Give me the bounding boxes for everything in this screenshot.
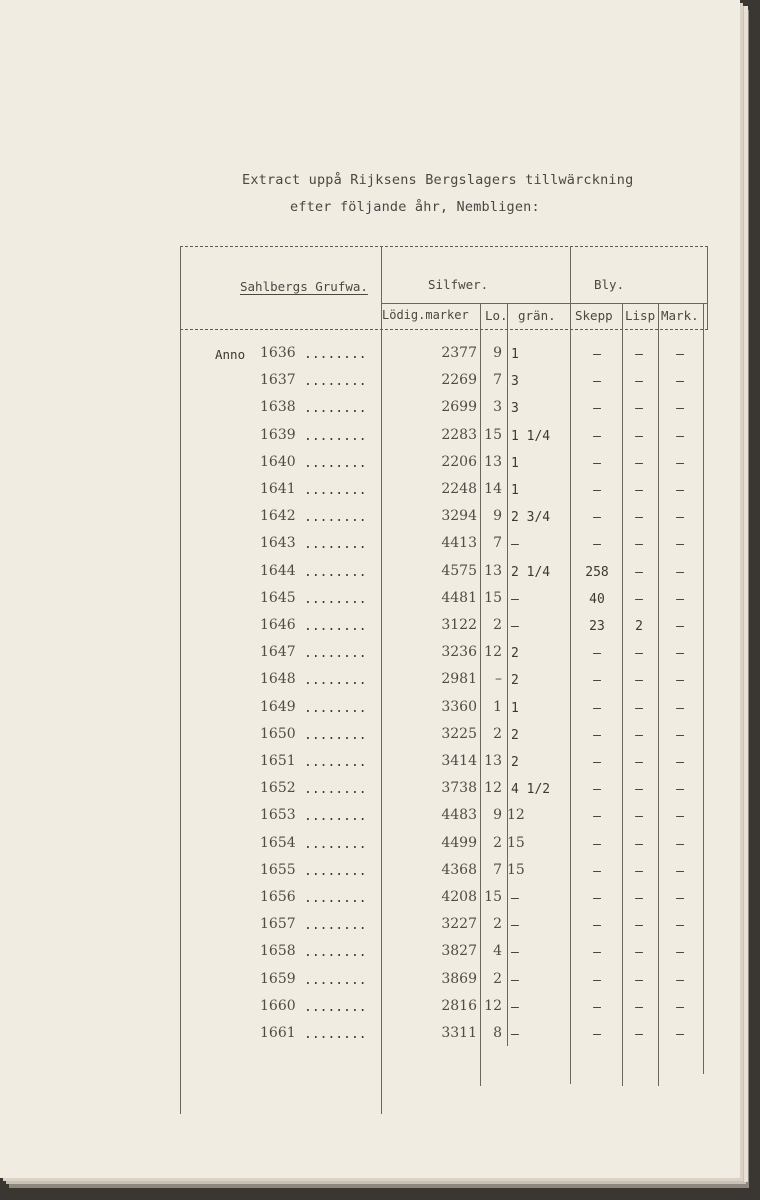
gran-cell: 4 1/2	[511, 782, 551, 798]
lo-cell: 15	[484, 426, 502, 443]
leader-dots: ........	[304, 564, 367, 580]
lisp-cell: –	[635, 401, 643, 417]
lisp-cell: –	[635, 999, 643, 1015]
leader-dots: ........	[304, 455, 367, 471]
lisp-cell: –	[635, 673, 643, 689]
gran-cell: –	[511, 591, 519, 607]
mark-cell: –	[676, 646, 684, 662]
gran-cell: 1 1/4	[511, 428, 551, 444]
leader-dots: ........	[304, 591, 367, 607]
year-cell: 1655	[260, 861, 296, 878]
mark-cell: –	[676, 347, 684, 362]
lisp-cell: –	[635, 918, 643, 934]
leader-dots: ........	[304, 673, 367, 689]
year-cell: 1658	[260, 943, 296, 960]
marker-cell: 3236	[441, 644, 477, 661]
year-cell: 1636	[260, 345, 296, 361]
marker-cell: 2699	[441, 399, 477, 416]
lisp-cell: –	[635, 700, 643, 716]
gran-cell: 1	[511, 347, 519, 362]
lisp-cell: –	[635, 428, 643, 444]
lo-cell: 3	[493, 399, 502, 416]
column-header-skepp: Skepp	[575, 308, 613, 323]
lisp-cell: –	[635, 374, 643, 390]
skepp-cell: –	[593, 727, 601, 743]
lo-cell: 2	[493, 834, 502, 851]
skepp-cell: –	[593, 863, 601, 879]
lo-cell: 9	[493, 345, 502, 361]
mark-cell: —	[676, 863, 684, 879]
year-cell: 1641	[260, 481, 296, 497]
lo-cell: 13	[484, 753, 502, 769]
marker-cell: 4413	[441, 535, 477, 552]
leader-dots: ........	[304, 999, 367, 1015]
gran-cell: 2	[511, 646, 519, 662]
lisp-cell: –	[635, 455, 643, 471]
lisp-cell: –	[635, 891, 643, 906]
lisp-cell: 2	[635, 619, 643, 634]
marker-cell: 2269	[441, 372, 477, 389]
lo-cell: 7	[493, 861, 502, 878]
gran-cell: 3	[511, 401, 519, 417]
title-line-2: efter följande åhr, Nembligen:	[290, 199, 540, 215]
title-line-1: Extract uppå Rijksens Bergslagers tillwärckning	[242, 172, 634, 188]
year-cell: 1650	[260, 725, 296, 742]
year-cell: 1640	[260, 453, 296, 470]
lisp-cell: –	[635, 347, 643, 362]
column-header-lisp: Lisp	[625, 308, 656, 323]
skepp-cell: –	[593, 374, 601, 390]
skepp-cell: –	[593, 945, 601, 961]
lo-cell: 9	[493, 807, 502, 824]
year-cell: 1652	[260, 780, 296, 797]
lo-cell: –	[495, 671, 502, 688]
gran-cell: 15	[507, 861, 525, 878]
marker-cell: 4208	[441, 889, 477, 905]
gran-cell: –	[511, 999, 519, 1015]
lisp-cell: –	[635, 537, 643, 553]
skepp-cell: –	[593, 510, 601, 526]
lisp-cell: –	[635, 945, 643, 961]
leader-dots: ........	[304, 1027, 367, 1042]
mark-cell: –	[676, 891, 684, 906]
year-cell: 1644	[260, 562, 296, 579]
mark-cell: –	[676, 428, 684, 444]
gran-cell: –	[511, 619, 519, 634]
mark-cell: –	[676, 727, 684, 743]
lo-cell: 7	[493, 372, 502, 389]
mark-cell: –	[676, 401, 684, 417]
marker-cell: 3738	[441, 780, 477, 797]
lead-header: Bly.	[594, 277, 625, 292]
skepp-cell: –	[593, 483, 601, 498]
lisp-cell: –	[635, 510, 643, 526]
marker-cell: 4483	[441, 807, 477, 824]
subheader-rule	[381, 303, 707, 304]
lisp-cell: –	[635, 1027, 643, 1042]
marker-cell: 2816	[441, 997, 477, 1014]
lo-cell: 15	[484, 889, 502, 905]
skepp-cell: –	[593, 782, 601, 798]
mark-cell: –	[676, 999, 684, 1015]
lisp-cell: –	[635, 809, 643, 825]
marker-cell: 4481	[441, 589, 477, 606]
mark-cell: –	[676, 755, 684, 770]
leader-dots: ........	[304, 374, 367, 390]
marker-cell: 2377	[441, 345, 477, 361]
marker-cell: 3827	[441, 943, 477, 960]
column-divider-lo	[480, 304, 481, 1086]
gran-cell: –	[511, 891, 519, 906]
gran-cell: 1	[511, 700, 519, 716]
gran-cell: 3	[511, 374, 519, 390]
marker-cell: 3869	[441, 970, 477, 987]
marker-cell: 3360	[441, 698, 477, 715]
leader-dots: ........	[304, 510, 367, 526]
leader-dots: ........	[304, 755, 367, 770]
year-cell: 1659	[260, 970, 296, 987]
leader-dots: ........	[304, 428, 367, 444]
lo-cell: 12	[484, 644, 502, 661]
column-header-mark: Mark.	[661, 308, 699, 323]
leader-dots: ........	[304, 700, 367, 716]
leader-dots: ........	[304, 836, 367, 852]
leader-dots: ........	[304, 483, 367, 498]
leader-dots: ........	[304, 809, 367, 825]
skepp-cell: –	[593, 999, 601, 1015]
mark-cell: –	[676, 510, 684, 526]
skepp-cell: –	[593, 347, 601, 362]
mark-cell: –	[676, 945, 684, 961]
year-cell: 1651	[260, 753, 296, 769]
lisp-cell: –	[635, 782, 643, 798]
skepp-cell: 40	[589, 591, 605, 607]
skepp-cell: –	[593, 836, 601, 852]
year-cell: 1646	[260, 617, 296, 633]
leader-dots: ........	[304, 401, 367, 417]
lo-cell: 2	[493, 725, 502, 742]
lisp-cell: –	[635, 564, 643, 580]
mark-cell: –	[676, 809, 684, 825]
column-divider-silver-lead	[570, 246, 571, 1084]
column-divider-mark	[658, 304, 659, 1086]
lo-cell: 15	[484, 589, 502, 606]
gran-cell: –	[511, 537, 519, 553]
skepp-cell: 258	[585, 564, 609, 580]
skepp-cell: –	[593, 755, 601, 770]
leader-dots: ........	[304, 646, 367, 662]
lisp-cell: –	[635, 836, 643, 852]
year-cell: 1660	[260, 997, 296, 1014]
lo-cell: 2	[493, 970, 502, 987]
mark-cell: –	[676, 455, 684, 471]
leader-dots: ........	[304, 891, 367, 906]
mark-cell: –	[676, 673, 684, 689]
year-cell: 1657	[260, 916, 296, 933]
skepp-cell: –	[593, 455, 601, 471]
year-cell: 1637	[260, 372, 296, 389]
skepp-cell: –	[593, 673, 601, 689]
lisp-cell: —	[635, 863, 643, 879]
skepp-cell: 23	[589, 619, 605, 634]
mark-cell: –	[676, 564, 684, 580]
leader-dots: ........	[304, 537, 367, 553]
mine-name-header: Sahlbergs Grufwa.	[240, 279, 368, 294]
skepp-cell: –	[593, 700, 601, 716]
lisp-cell: –	[635, 591, 643, 607]
mark-cell: –	[676, 918, 684, 934]
mark-cell: –	[676, 972, 684, 988]
lisp-cell: –	[635, 646, 643, 662]
gran-cell: 1	[511, 455, 519, 471]
skepp-cell: –	[593, 537, 601, 553]
page-edge-right	[744, 6, 748, 1182]
skepp-cell: –	[593, 1027, 601, 1042]
table-top-border	[180, 246, 708, 247]
marker-cell: 3294	[441, 508, 477, 525]
year-cell: 1648	[260, 671, 296, 688]
column-divider-lisp	[622, 304, 623, 1086]
mark-cell: –	[676, 782, 684, 798]
mark-cell: –	[676, 537, 684, 553]
year-cell: 1643	[260, 535, 296, 552]
lo-cell: 13	[484, 453, 502, 470]
mark-cell: –	[676, 483, 684, 498]
gran-cell: –	[511, 972, 519, 988]
mark-cell: –	[676, 700, 684, 716]
year-cell: 1661	[260, 1025, 296, 1041]
gran-cell: 2	[511, 727, 519, 743]
lo-cell: 4	[493, 943, 502, 960]
leader-dots: ........	[304, 945, 367, 961]
lo-cell: 1	[493, 698, 502, 715]
column-divider-gran	[507, 304, 508, 1046]
mark-cell: –	[676, 1027, 684, 1042]
lo-cell: 12	[484, 780, 502, 797]
year-cell: 1649	[260, 698, 296, 715]
lo-cell: 2	[493, 617, 502, 633]
anno-label: Anno	[215, 347, 246, 362]
leader-dots: ........	[304, 972, 367, 988]
column-header-gran: grän.	[518, 308, 556, 323]
lo-cell: 13	[484, 562, 502, 579]
marker-cell: 3311	[441, 1025, 477, 1041]
skepp-cell: –	[593, 891, 601, 906]
column-header-lodig-marker: Lödig.marker	[382, 308, 469, 322]
marker-cell: 2981	[441, 671, 477, 688]
skepp-cell: –	[593, 809, 601, 825]
table-left-border	[180, 246, 181, 1114]
lisp-cell: –	[635, 972, 643, 988]
column-divider-stub	[381, 246, 382, 1114]
leader-dots: ........	[304, 918, 367, 934]
gran-cell: –	[511, 918, 519, 934]
gran-cell: 2 3/4	[511, 510, 551, 526]
year-cell: 1653	[260, 807, 296, 824]
marker-cell: 3414	[441, 753, 477, 769]
gran-cell: 1	[511, 483, 519, 498]
skepp-cell: —	[593, 428, 601, 444]
marker-cell: 4499	[441, 834, 477, 851]
mark-cell: –	[676, 619, 684, 634]
gran-cell: 15	[507, 834, 525, 851]
gran-cell: 2	[511, 673, 519, 689]
marker-cell: 3225	[441, 725, 477, 742]
marker-cell: 4368	[441, 861, 477, 878]
lisp-cell: –	[635, 727, 643, 743]
lisp-cell: –	[635, 755, 643, 770]
lo-cell: 7	[493, 535, 502, 552]
leader-dots: ........	[304, 863, 367, 879]
leader-dots: ........	[304, 347, 367, 362]
skepp-cell: –	[593, 646, 601, 662]
marker-cell: 3122	[441, 617, 477, 633]
mark-cell: –	[676, 836, 684, 852]
mark-cell: –	[676, 374, 684, 390]
gran-cell: 12	[507, 807, 525, 824]
mark-cell: –	[676, 591, 684, 607]
year-cell: 1639	[260, 426, 296, 443]
year-cell: 1656	[260, 889, 296, 905]
table-right-border	[707, 246, 708, 330]
lo-cell: 12	[484, 997, 502, 1014]
year-cell: 1647	[260, 644, 296, 661]
year-cell: 1654	[260, 834, 296, 851]
lo-cell: 14	[484, 481, 502, 497]
marker-cell: 3227	[441, 916, 477, 933]
gran-cell: –	[511, 945, 519, 961]
lo-cell: 9	[493, 508, 502, 525]
skepp-cell: –	[593, 918, 601, 934]
leader-dots: ........	[304, 619, 367, 634]
skepp-cell: –	[593, 401, 601, 417]
marker-cell: 2248	[441, 481, 477, 497]
silver-header: Silfwer.	[428, 277, 489, 292]
marker-cell: 2283	[441, 426, 477, 443]
leader-dots: ........	[304, 782, 367, 798]
marker-cell: 2206	[441, 453, 477, 470]
year-cell: 1638	[260, 399, 296, 416]
skepp-cell: –	[593, 972, 601, 988]
year-cell: 1645	[260, 589, 296, 606]
gran-cell: –	[511, 1027, 519, 1042]
lisp-cell: –	[635, 483, 643, 498]
marker-cell: 4575	[441, 562, 477, 579]
lo-cell: 8	[493, 1025, 502, 1041]
gran-cell: 2	[511, 755, 519, 770]
leader-dots: ........	[304, 727, 367, 743]
gran-cell: 2 1/4	[511, 564, 551, 580]
header-bottom-rule	[180, 329, 708, 330]
column-divider-end	[703, 304, 704, 1074]
column-header-lo: Lo.	[485, 308, 508, 323]
year-cell: 1642	[260, 508, 296, 525]
lo-cell: 2	[493, 916, 502, 933]
